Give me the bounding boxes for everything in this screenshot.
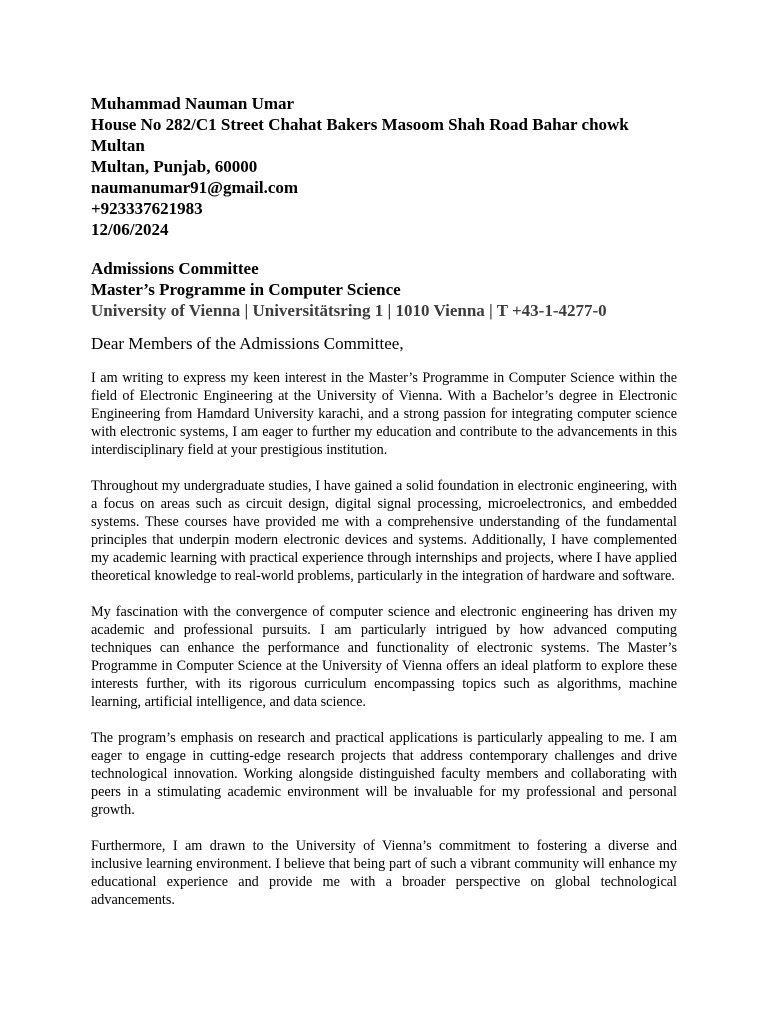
letter-page (91, 93, 677, 909)
sender-address: House No 282/C1 Street Chahat Bakers Masoom Shah Road Bahar chowk Multan (91, 115, 629, 155)
recipient-block (91, 258, 677, 321)
sender-name: Muhammad Nauman Umar (91, 94, 295, 113)
recipient-programme: Master’s Programme in Computer Science (91, 280, 401, 299)
salutation: Dear Members of the Admissions Committee, (91, 334, 404, 353)
body-paragraph: Throughout my undergraduate studies, I have gained a solid foundation in electronic engineering, with a focus on areas such as circuit design, digital signal processing, microelectronics, and embedded systems. These courses have provided me with a comprehensive understanding of the fundamental principles that underpin modern electronic devices and systems. Additionally, I have complemented my academic learning with practical experience through internships and projects, where I have applied theoretical knowledge to real-world problems, particularly in the integration of hardware and software. (91, 478, 677, 584)
body-paragraph: My fascination with the convergence of computer science and electronic engineering has driven my academic and professional pursuits. I am particularly intrigued by how advanced computing techniques can enhance the performance and functionality of electronic systems. The Master’s Programme in Computer Science at the University of Vienna offers an ideal platform to explore these interests further, with its rigorous curriculum encompassing topics such as algorithms, machine learning, artificial intelligence, and data science. (91, 604, 677, 710)
sender-block (91, 93, 677, 240)
letter-body (91, 369, 677, 909)
sender-email: naumanumar91@gmail.com (91, 178, 299, 197)
body-paragraph: Furthermore, I am drawn to the University of Vienna’s commitment to fostering a diverse and inclusive learning environment. I believe that being part of such a vibrant community will enhance my educational experience and provide me with a broader perspective on global technological advancements. (91, 838, 677, 908)
body-paragraph: I am writing to express my keen interest in the Master’s Programme in Computer Science within the field of Electronic Engineering at the University of Vienna. With a Bachelor’s degree in Electronic Engineering from Hamdard University karachi, and a strong passion for integrating computer science with electronic systems, I am eager to further my education and contribute to the advancements in this interdisciplinary field at your prestigious institution. (91, 370, 677, 458)
body-paragraph: The program’s emphasis on research and practical applications is particularly appealing to me. I am eager to engage in cutting-edge research projects that address contemporary challenges and drive technological innovation. Working alongside distinguished faculty members and collaborating with peers in a stimulating academic environment will be invaluable for my professional and personal growth. (91, 730, 677, 818)
recipient-university: University of Vienna | Universitätsring 1 | 1010 Vienna | T +43-1-4277-0 (91, 301, 607, 320)
letter-date: 12/06/2024 (91, 220, 169, 239)
recipient-committee: Admissions Committee (91, 259, 259, 278)
sender-phone: +923337621983 (91, 199, 203, 218)
sender-city: Multan, Punjab, 60000 (91, 157, 258, 176)
